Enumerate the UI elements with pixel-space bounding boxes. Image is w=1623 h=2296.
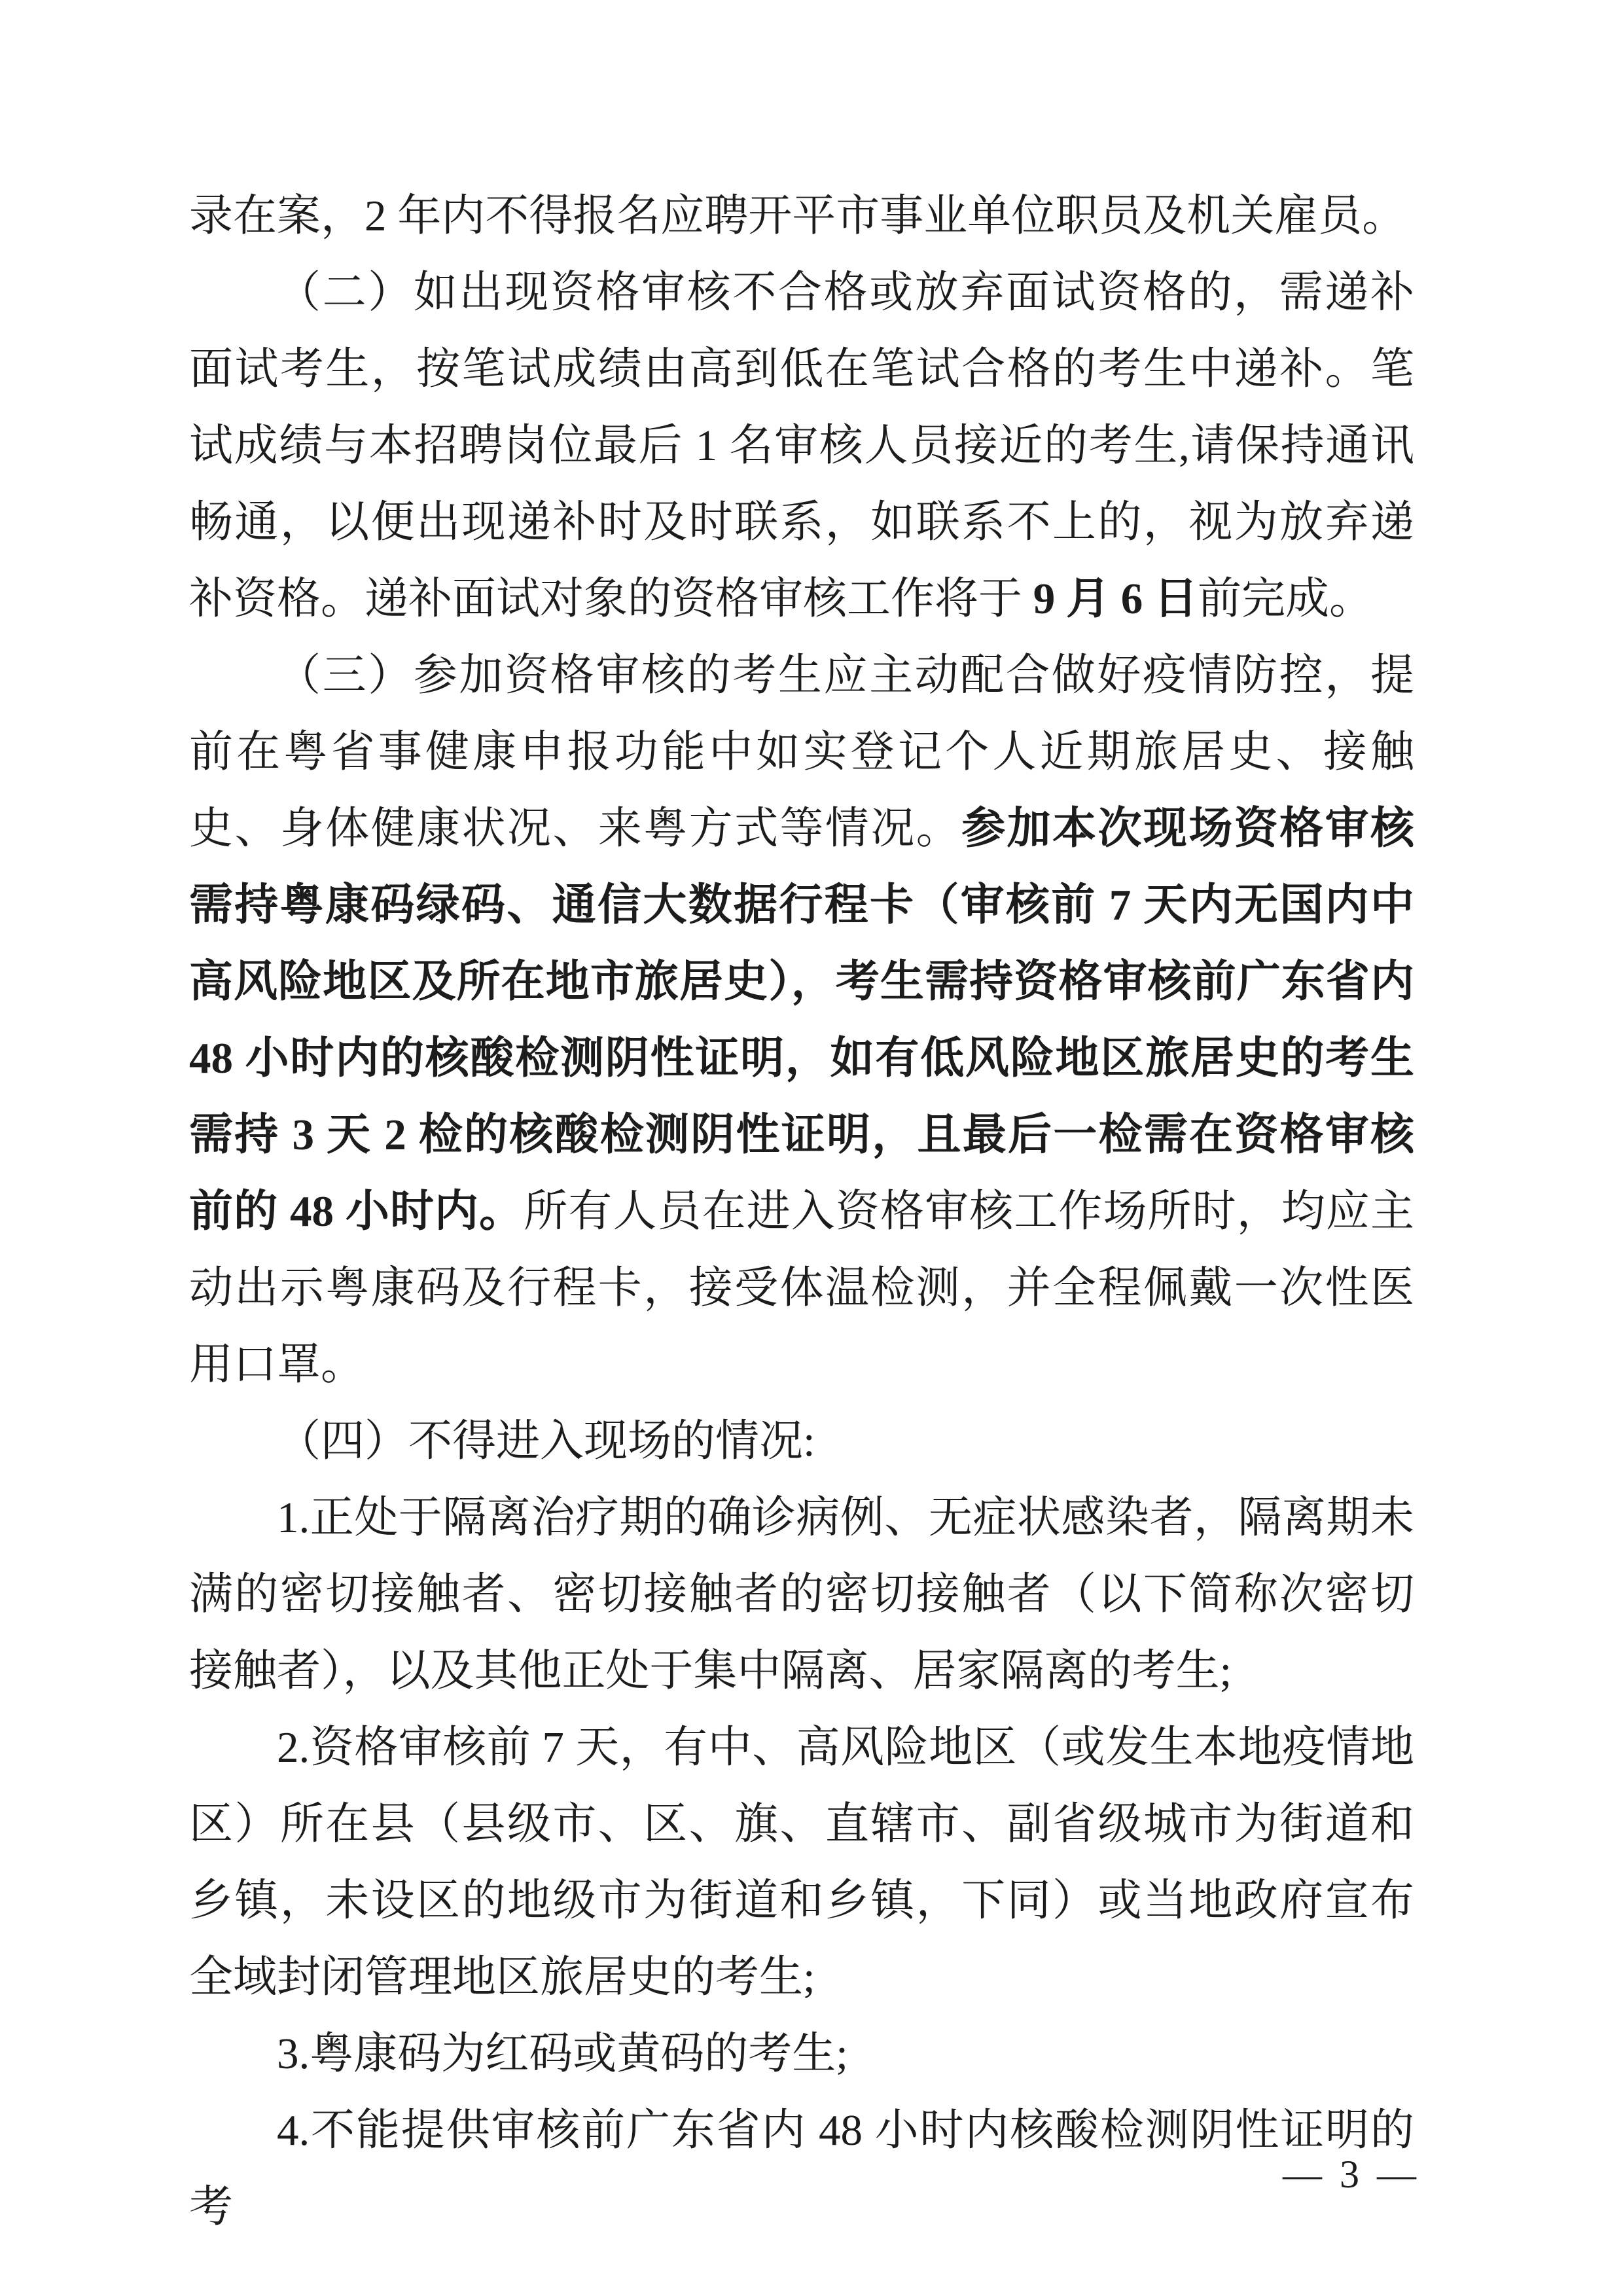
- document-body: [189, 178, 1414, 2246]
- text-run: 1.正处于隔离治疗期的确诊病例、无症状感染者，隔离期未满的密切接触者、密切接触者的密切接触者（以下简称次密切接触者），以及其他正处于集中隔离、居家隔离的考生;: [189, 1494, 1414, 1695]
- text-run: 2.资格审核前 7 天，有中、高风险地区（或发生本地疫情地区）所在县（县级市、区、旗、直辖市、副省级城市为街道和乡镇，未设区的地级市为街道和乡镇，下同）或当地政府宣布全域封闭管理地区旅居史的考生;: [189, 1723, 1414, 2001]
- text-run: （三）参加资格审核的考生应主动配合做好疫情防控，提前在粤省事健康申报功能中如实登记个人近期旅居史、接触史、身体健康状况、来粤方式等情况。: [189, 651, 1414, 853]
- text-run: （二）如出现资格审核不合格或放弃面试资格的，需递补面试考生，按笔试成绩由高到低在笔试合格的考生中递补。笔试成绩与本招聘岗位最后 1 名审核人员接近的考生,请保持通讯畅通，以便出现递补时及时联系，如联系不上的，视为放弃递补资格。递补面试对象的资格审核工作将于: [189, 268, 1414, 623]
- paragraph: [189, 2016, 1414, 2092]
- paragraph: [189, 1710, 1414, 2016]
- page-number: — 3 —: [1283, 2153, 1420, 2196]
- paragraph: [189, 178, 1414, 255]
- text-run: 3.粤康码为红码或黄码的考生;: [277, 2030, 848, 2078]
- bold-text-run: 参加本次现场资格审核需持粤康码绿码、通信大数据行程卡（审核前 7 天内无国内中高风险地区及所在地市旅居史），考生需持资格审核前广东省内 48 小时内的核酸检测阴性证明，如有低风险地区旅居史的考生需持 3 天 2 检的核酸检测阴性证明，且最后一检需在资格审核前的 48 小时内。: [189, 804, 1415, 1236]
- text-run: 前完成。: [1198, 575, 1373, 623]
- text-run: （四）不得进入现场的情况:: [277, 1417, 815, 1465]
- text-run: 录在案，2 年内不得报名应聘开平市事业单位职员及机关雇员。: [189, 192, 1406, 240]
- paragraph: [189, 1403, 1414, 1480]
- paragraph: [189, 2092, 1414, 2246]
- text-run: 4.不能提供审核前广东省内 48 小时内核酸检测阴性证明的考: [189, 2106, 1414, 2231]
- paragraph: [189, 637, 1414, 1403]
- bold-text-run: 9 月 6 日: [1033, 575, 1198, 623]
- paragraph: [189, 255, 1414, 637]
- text-run: 所有人员在进入资格审核工作场所时，均应主动出示粤康码及行程卡，接受体温检测，并全程佩戴一次性医用口罩。: [189, 1187, 1415, 1389]
- paragraph: [189, 1480, 1414, 1710]
